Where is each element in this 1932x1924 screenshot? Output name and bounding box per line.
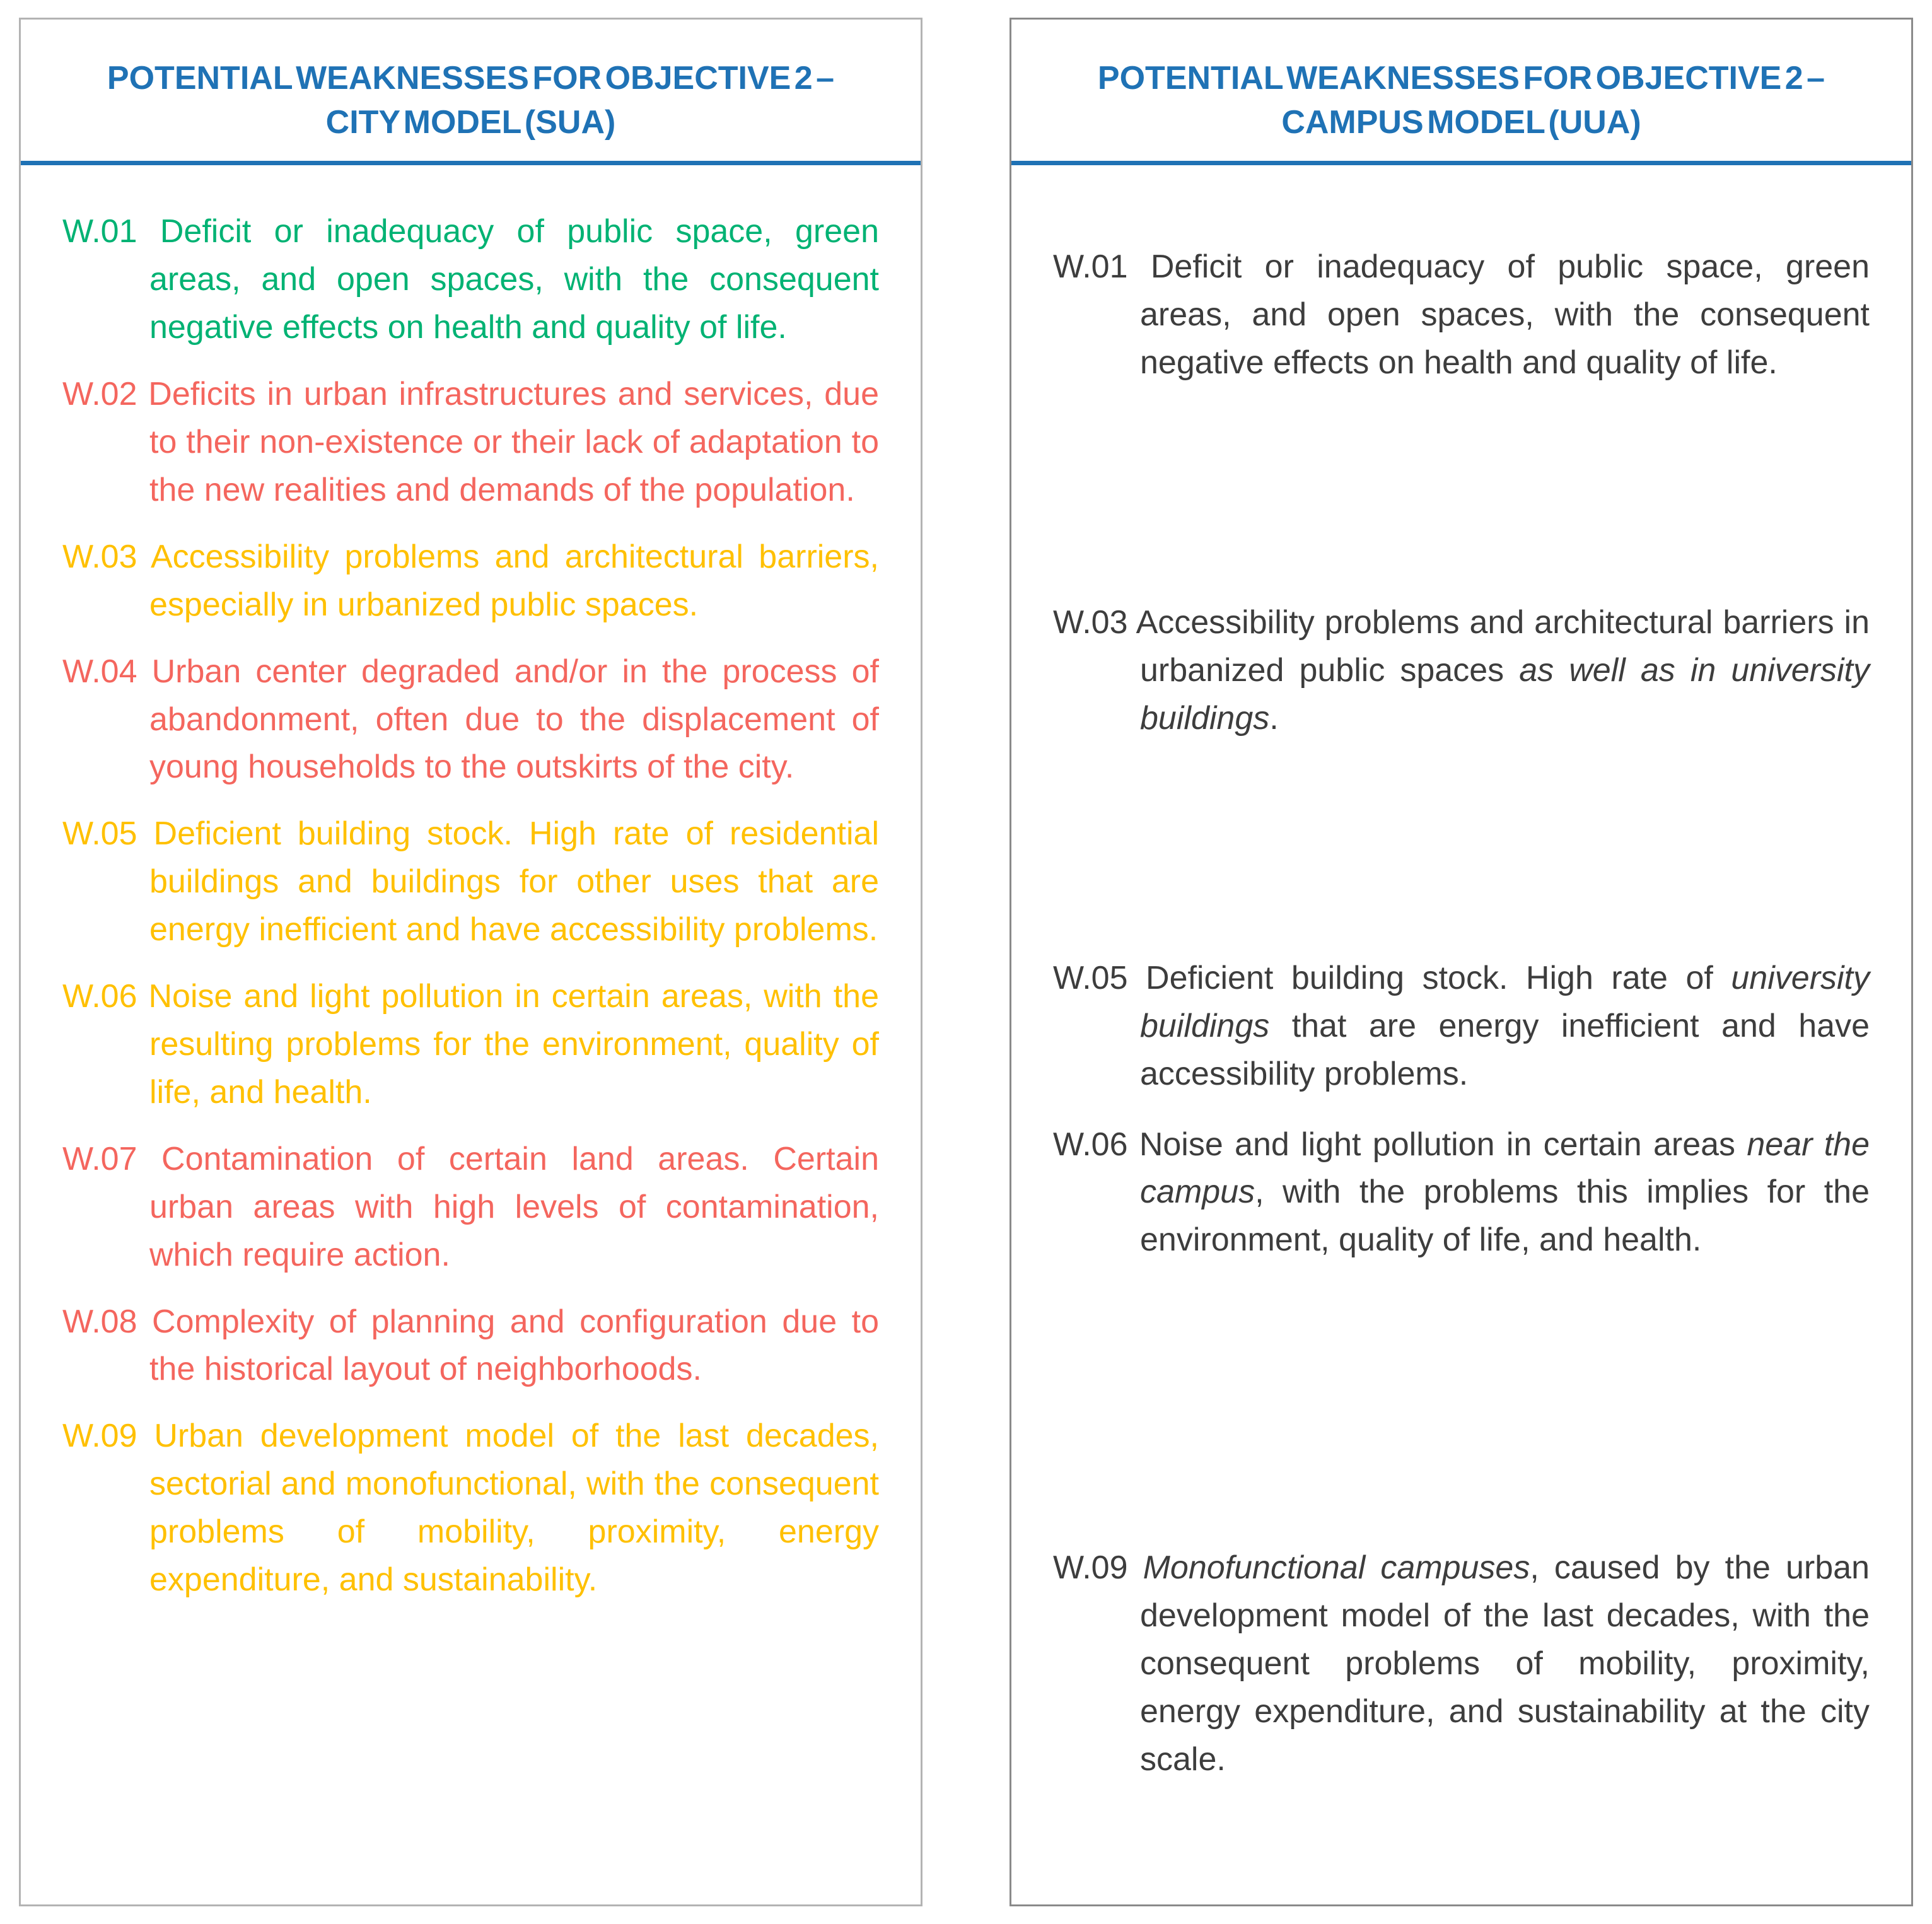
weakness-id-label: W.03: [62, 538, 151, 575]
weakness-text-italic: near the campus: [1140, 1126, 1870, 1211]
weakness-text: , caused by the urban development model of the last decades, with the consequent problems of mobility, proximity, energy expenditure, and sustainability at the city scale.: [1140, 1549, 1870, 1778]
campus-model-header: [1011, 20, 1911, 161]
weakness-text: that are energy inefficient and have accessibility problems.: [1140, 1007, 1870, 1092]
weakness-item-w09: [62, 1413, 879, 1604]
weakness-id-label: W.07: [62, 1140, 162, 1177]
weakness-text-italic: as well as in university buildings: [1140, 652, 1870, 737]
weakness-item-w09: [1053, 1544, 1870, 1784]
city-weakness-list: [21, 165, 921, 1904]
weakness-item-w07: [62, 1136, 879, 1280]
campus-weakness-list: [1011, 165, 1911, 1904]
weakness-item-w06: [62, 973, 879, 1117]
city-model-header: [21, 20, 921, 161]
weakness-id-label: W.03: [1053, 604, 1136, 641]
weakness-item-w03: [62, 533, 879, 629]
weakness-id-label: W.02: [62, 376, 149, 413]
weakness-text: Deficit or inadequacy of public space, green areas, and open spaces, with the consequent negative effects on health and quality of life.: [1140, 248, 1870, 382]
weakness-item-w08: [62, 1298, 879, 1394]
campus-model-title-line2: CAMPUS MODEL (UUA): [1281, 104, 1641, 141]
weakness-text: Deficits in urban infrastructures and services, due to their non-existence or their lack of adaptation to the new realities and demands of the population.: [148, 376, 879, 508]
weakness-text-italic: university buildings: [1140, 959, 1870, 1044]
weakness-item-w02: [62, 371, 879, 515]
weakness-item-w05: [1053, 955, 1870, 1099]
weakness-text: Complexity of planning and configuration due to the historical layout of neighborhoods.: [149, 1303, 879, 1388]
weakness-id-label: W.04: [62, 653, 152, 690]
weakness-text: .: [1269, 699, 1279, 737]
weakness-item-w04: [62, 648, 879, 792]
weakness-item-w01: [62, 208, 879, 352]
city-model-title-line2: CITY MODEL (SUA): [325, 104, 616, 141]
weakness-text: Urban development model of the last decades, sectorial and monofunctional, with the consequent problems of mobility, proximity, energy expenditure, and sustainability.: [149, 1418, 879, 1599]
weakness-id-label: W.09: [62, 1418, 154, 1455]
weakness-id-label: W.08: [62, 1303, 153, 1340]
weakness-id-label: W.09: [1053, 1549, 1143, 1587]
weakness-text: Contamination of certain land areas. Certain urban areas with high levels of contamination, which require action.: [149, 1140, 879, 1273]
weakness-text: Accessibility problems and architectural barriers, especially in urbanized public spaces.: [149, 538, 879, 623]
weakness-item-w06: [1053, 1121, 1870, 1265]
weakness-text: Urban center degraded and/or in the process of abandonment, often due to the displacement of young households to the outskirts of the city.: [149, 653, 879, 786]
city-model-title-line1: POTENTIAL WEAKNESSES FOR OBJECTIVE 2 –: [107, 60, 835, 96]
weakness-text: Noise and light pollution in certain areas: [1139, 1126, 1747, 1163]
weakness-id-label: W.06: [62, 978, 149, 1015]
header-divider-rule: [1011, 161, 1911, 165]
weakness-item-w01: [1053, 243, 1870, 387]
weakness-id-label: W.01: [62, 213, 160, 250]
weakness-id-label: W.06: [1053, 1126, 1139, 1163]
weakness-text: Deficit or inadequacy of public space, green areas, and open spaces, with the consequent negative effects on health and quality of life.: [149, 213, 879, 346]
weakness-id-label: W.01: [1053, 248, 1151, 286]
weakness-item-w03: [1053, 599, 1870, 743]
city-model-panel: [19, 18, 922, 1906]
weakness-text: Deficient building stock. High rate of residential buildings and buildings for other uses that are energy inefficient and have accessibility problems.: [149, 815, 879, 948]
campus-model-title: [1049, 56, 1873, 144]
weakness-item-w05: [62, 810, 879, 954]
campus-model-panel: [1010, 18, 1913, 1906]
weakness-text: Noise and light pollution in certain areas, with the resulting problems for the environment, quality of life, and health.: [148, 978, 879, 1111]
city-model-title: [59, 56, 883, 144]
header-divider-rule: [21, 161, 921, 165]
weakness-text-italic: Monofunctional campuses: [1143, 1549, 1530, 1587]
weakness-id-label: W.05: [1053, 959, 1146, 996]
weakness-text: Accessibility problems and architectural barriers in urbanized public spaces: [1136, 604, 1870, 689]
weakness-text: Deficient building stock. High rate of: [1146, 959, 1731, 996]
campus-model-title-line1: POTENTIAL WEAKNESSES FOR OBJECTIVE 2 –: [1097, 60, 1825, 96]
weakness-id-label: W.05: [62, 815, 154, 853]
weakness-text: , with the problems this implies for the environment, quality of life, and health.: [1140, 1174, 1870, 1259]
